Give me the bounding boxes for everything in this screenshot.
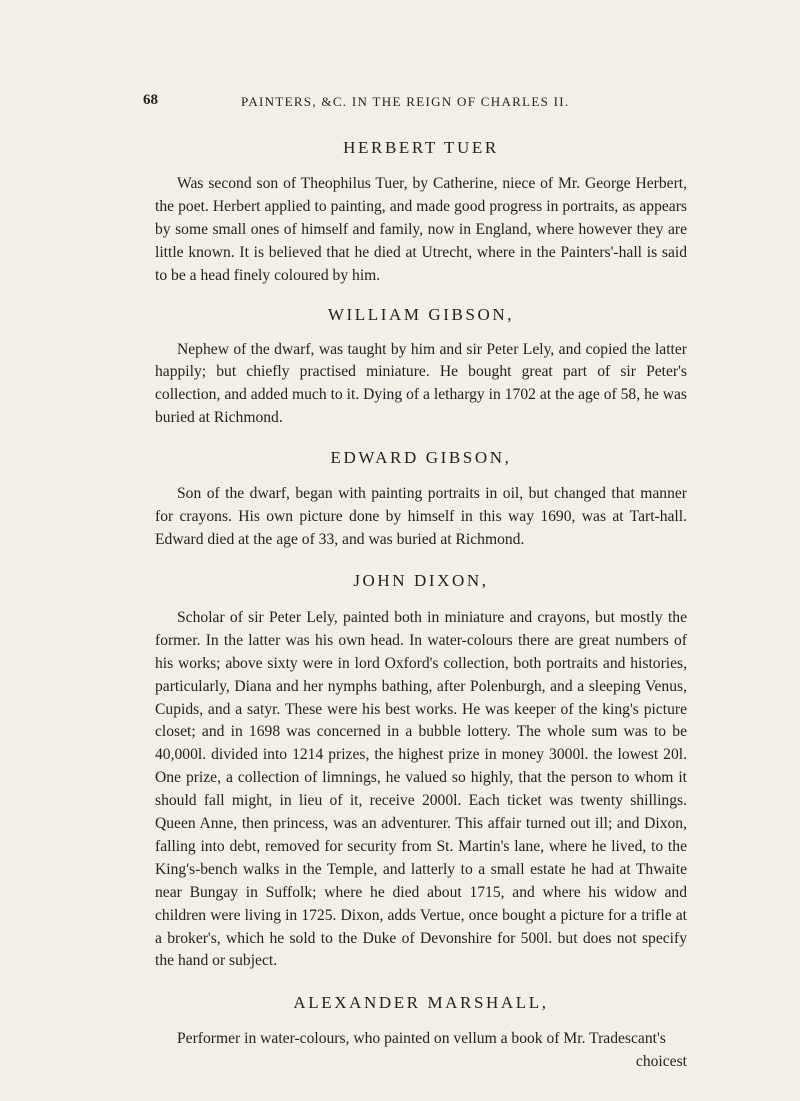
page-number: 68 bbox=[143, 92, 158, 108]
running-head bbox=[143, 92, 699, 112]
section-paragraph: Performer in water-colours, who painted on vellum a book of Mr. Tradescant's bbox=[177, 1030, 666, 1048]
section-john-dixon bbox=[155, 571, 687, 974]
catchword: choicest bbox=[635, 1053, 687, 1071]
page-body bbox=[155, 138, 687, 1074]
section-heading: WILLIAM GIBSON, bbox=[327, 304, 515, 324]
section-paragraph: Was second son of Theophilus Tuer, by Catherine, niece of Mr. George Herbert, the poet. Herbert applied to painting, and made good progress in portraits, as appears by some small ones of himself and family, now in England, where however they are little known. It is believed that he died at Utrecht, where in the Painters'-hall is said to be a head finely coloured by him. bbox=[155, 175, 687, 284]
section-william-gibson bbox=[155, 305, 687, 431]
book-page bbox=[143, 0, 687, 1101]
section-heading: HERBERT TUER bbox=[343, 138, 499, 157]
section-paragraph: Nephew of the dwarf, was taught by him and sir Peter Lely, and copied the latter happily; but chiefly practised miniature. He bought great part of sir Peter's collection, and added much to it. Dying of a lethargy in 1702 at the age of 58, he was buried at Richmond. bbox=[155, 340, 687, 427]
section-paragraph: Scholar of sir Peter Lely, painted both in miniature and crayons, but mostly the former. In the latter was his own head. In water-colours there are great numbers of his works; above sixty were in lord Oxford's collection, both portraits and histories, particularly, Diana and her nymphs bathing, after Polenburgh, and a sleeping Venus, Cupids, and a satyr. These were his best works. He was keeper of the king's picture closet; and in 1698 was concerned in a bubble lottery. The whole sum was to be 40,000l. divided into 1214 prizes, the highest prize in money 3000l. the lowest 20l. One prize, a collection of limnings, he valued so highly, that the person to whom it should fall might, in lieu of it, receive 2000l. Each ticket was twenty shillings. Queen Anne, then princess, was an adventurer. This affair turned out ill; and Dixon, falling into debt, removed for security from St. Martin's lane, where he lived, to the King's-bench walks in the Temple, and latterly to a small estate he had at Thwaite near Bungay in Suffolk; where he died about 1715, and where his widow and children were living in 1725. Dixon, adds Vertue, once bought a picture for a trifle at a broker's, which he sold to the Duke of Devonshire for 500l. but does not specify the hand or subject. bbox=[155, 608, 687, 970]
section-alexander-marshall bbox=[155, 993, 687, 1051]
section-heading: JOHN DIXON, bbox=[353, 570, 489, 590]
section-heading: ALEXANDER MARSHALL, bbox=[293, 993, 549, 1013]
section-paragraph: Son of the dwarf, began with painting portraits in oil, but changed that manner for crayons. His own picture done by himself in this way 1690, was at Tart-hall. Edward died at the age of 33, and was buried at Richmond. bbox=[155, 485, 687, 548]
section-herbert-tuer bbox=[155, 138, 687, 288]
section-edward-gibson bbox=[155, 448, 687, 552]
section-heading: EDWARD GIBSON, bbox=[330, 448, 512, 468]
running-title: PAINTERS, &C. IN THE REIGN OF CHARLES II. bbox=[241, 94, 570, 109]
